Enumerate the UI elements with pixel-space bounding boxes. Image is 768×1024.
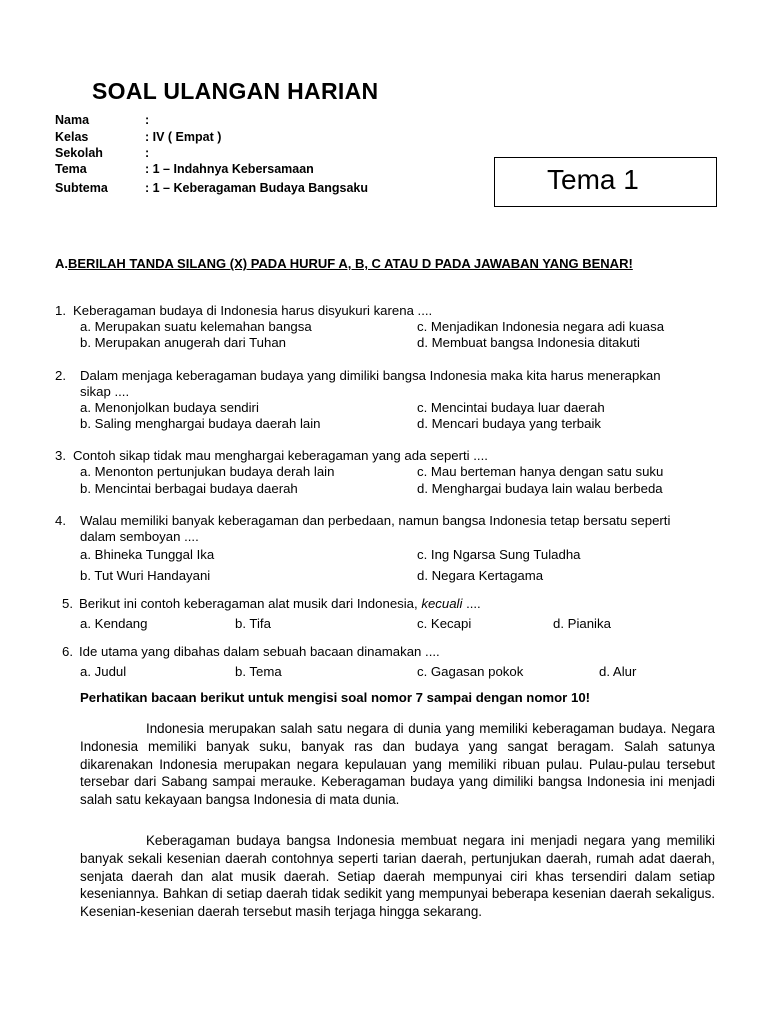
question-2-number: 2. (55, 368, 66, 383)
question-2-text: Dalam menjaga keberagaman budaya yang dimiliki bangsa Indonesia maka kita harus menerapkan (80, 368, 661, 383)
question-2-option-b[interactable]: b. Saling menghargai budaya daerah lain (80, 416, 321, 431)
question-4-text-cont: dalam semboyan .... (80, 529, 199, 544)
question-3-text: Contoh sikap tidak mau menghargai keberagaman yang ada seperti .... (73, 448, 488, 463)
page-title: SOAL ULANGAN HARIAN (92, 78, 379, 104)
question-3-number: 3. (55, 448, 66, 463)
question-5-option-d[interactable]: d. Pianika (553, 616, 611, 631)
question-1-option-c[interactable]: c. Menjadikan Indonesia negara adi kuasa (417, 319, 665, 334)
question-5-option-b[interactable]: b. Tifa (235, 616, 271, 631)
question-4-number: 4. (55, 513, 66, 528)
question-1-option-a[interactable]: a. Merupakan suatu kelemahan bangsa (80, 319, 312, 334)
question-5-number: 5. (62, 596, 73, 611)
subtema-label: Subtema (55, 181, 108, 195)
reading-instruction: Perhatikan bacaan berikut untuk mengisi soal nomor 7 sampai dengan nomor 10! (80, 690, 591, 705)
question-6-option-a[interactable]: a. Judul (80, 664, 127, 679)
question-6-option-b[interactable]: b. Tema (235, 664, 282, 679)
question-4-option-d[interactable]: d. Negara Kertagama (417, 568, 544, 583)
question-2-option-c[interactable]: c. Mencintai budaya luar daerah (417, 400, 605, 415)
question-2-text-cont: sikap .... (80, 384, 130, 399)
instruction-text: BERILAH TANDA SILANG (X) PADA HURUF A, B, C ATAU D PADA JAWABAN YANG (68, 256, 583, 271)
instruction-last: BENAR! (582, 256, 633, 271)
tema-box (494, 157, 717, 207)
question-2-option-d[interactable]: d. Mencari budaya yang terbaik (417, 416, 602, 431)
question-1-option-d[interactable]: d. Membuat bangsa Indonesia ditakuti (417, 335, 640, 350)
reading-paragraph-1 (80, 720, 715, 809)
question-5-tail: .... (462, 596, 481, 611)
tema-value: : 1 – Indahnya Kebersamaan (145, 162, 314, 176)
subtema-value: : 1 – Keberagaman Budaya Bangsaku (145, 181, 368, 195)
question-5-italic: kecuali (421, 596, 463, 611)
sekolah-label: Sekolah (55, 146, 103, 160)
reading-paragraph-2 (80, 832, 715, 921)
nama-value: : (145, 113, 150, 127)
kelas-label: Kelas (55, 130, 89, 144)
nama-label: Nama (55, 113, 90, 127)
question-4-option-c[interactable]: c. Ing Ngarsa Sung Tuladha (417, 547, 581, 562)
question-5-option-a[interactable]: a. Kendang (80, 616, 148, 631)
question-3-option-d[interactable]: d. Menghargai budaya lain walau berbeda (417, 481, 663, 496)
question-5-text-line (79, 596, 481, 611)
question-3-option-a[interactable]: a. Menonton pertunjukan budaya derah lain (80, 464, 335, 479)
question-1-number: 1. (55, 303, 66, 318)
question-6-option-c[interactable]: c. Gagasan pokok (417, 664, 524, 679)
question-3-option-b[interactable]: b. Mencintai berbagai budaya daerah (80, 481, 298, 496)
instruction-prefix: A. (55, 256, 68, 271)
question-5-text: Berikut ini contoh keberagaman alat musik dari Indonesia, (79, 596, 422, 611)
tema-label: Tema (55, 162, 87, 176)
section-a-instruction (55, 256, 633, 271)
question-1-text: Keberagaman budaya di Indonesia harus disyukuri karena .... (73, 303, 433, 318)
reading-paragraph-1-text: Indonesia merupakan salah satu negara di dunia yang memiliki keberagaman budaya. Negara Indonesia memiliki banyak suku, banyak ras dan budaya yang sangat beragam. Salah satunya dikarenakan Indonesia merupakan negara kepulauan yang memiliki ribuan pulau. Pulau-pulau tersebut tersebar dari Sabang sampai merauke. Keberagaman budaya yang dimiliki bangsa Indonesia ini menjadi salah satu kekayaan bangsa Indonesia di mata dunia. (80, 721, 715, 808)
question-6-text: Ide utama yang dibahas dalam sebuah bacaan dinamakan .... (79, 644, 440, 659)
question-6-number: 6. (62, 644, 73, 659)
sekolah-value: : (145, 146, 150, 160)
question-4-option-a[interactable]: a. Bhineka Tunggal Ika (80, 547, 215, 562)
question-3-option-c[interactable]: c. Mau berteman hanya dengan satu suku (417, 464, 664, 479)
kelas-value: : IV ( Empat ) (145, 130, 222, 144)
question-4-text: Walau memiliki banyak keberagaman dan perbedaan, namun bangsa Indonesia tetap bersatu seperti (80, 513, 671, 528)
tema-box-label: Tema 1 (547, 164, 639, 195)
question-1-option-b[interactable]: b. Merupakan anugerah dari Tuhan (80, 335, 287, 350)
question-6-option-d[interactable]: d. Alur (599, 664, 637, 679)
question-4-option-b[interactable]: b. Tut Wuri Handayani (80, 568, 211, 583)
reading-paragraph-2-text: Keberagaman budaya bangsa Indonesia membuat negara ini menjadi negara yang memiliki banyak sekali kesenian daerah contohnya seperti tarian daerah, pertunjukan daerah, rumah adat daerah, senjata daerah dan alat musik daerah. Setiap daerah mempunyai ciri khas tersendiri dalam setiap keseniannya. Bahkan di setiap daerah tidak sedikit yang mempunyai beberapa kesenian daerah sekaligus. Kesenian-kesenian daerah tersebut masih terjaga hingga sekarang. (80, 833, 715, 920)
question-5-option-c[interactable]: c. Kecapi (417, 616, 472, 631)
question-2-option-a[interactable]: a. Menonjolkan budaya sendiri (80, 400, 259, 415)
